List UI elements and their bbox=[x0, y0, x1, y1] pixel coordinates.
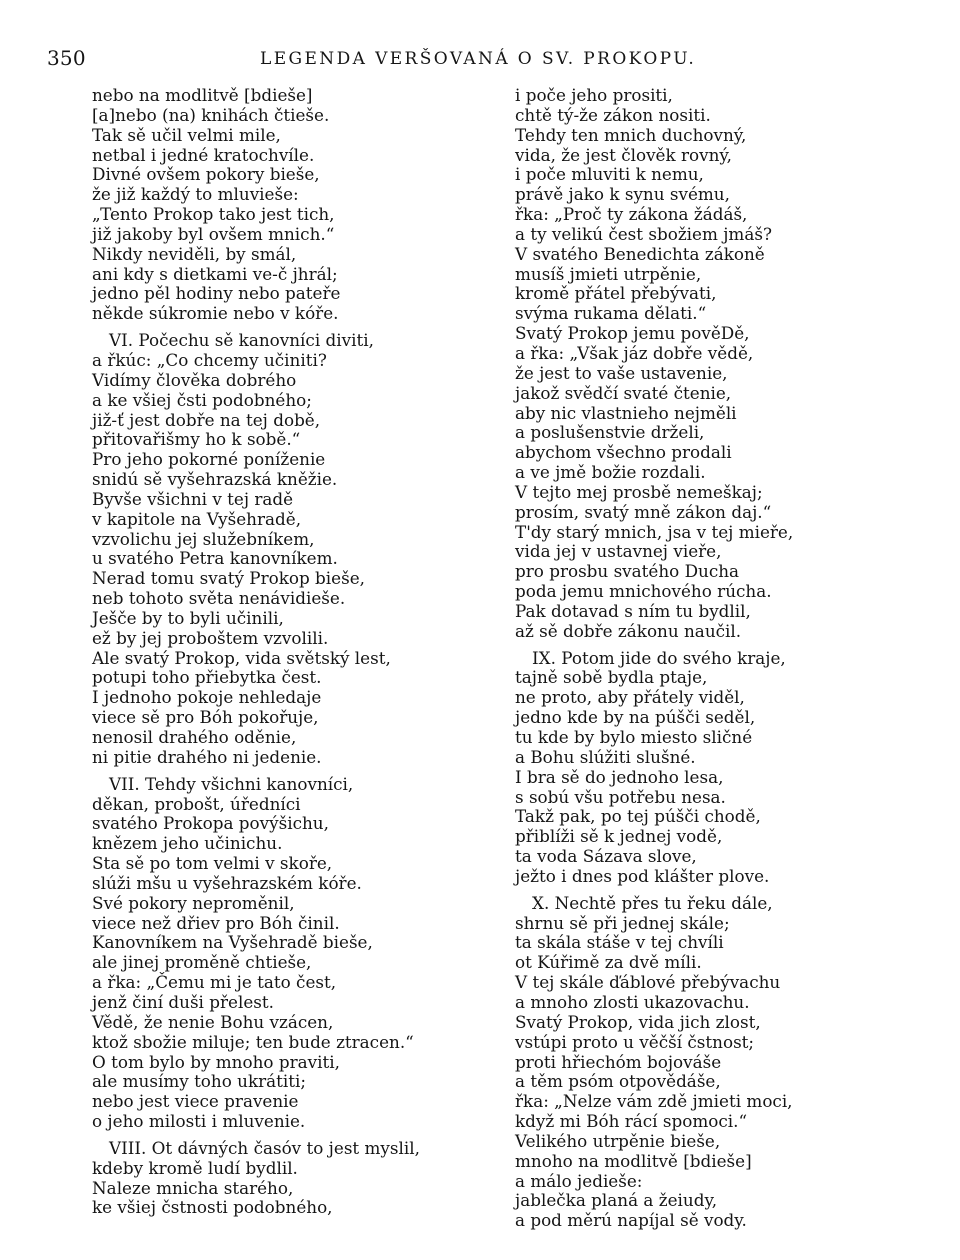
verse-line: Své pokory neproměnil, bbox=[92, 892, 295, 913]
verse-line: Svatý Prokop, vida jich zlost, bbox=[515, 1011, 761, 1032]
verse-line: V tejto mej prosbě nemeškaj; bbox=[515, 481, 763, 502]
verse-line: „Tento Prokop tako jest tich, bbox=[92, 204, 335, 225]
verse-line: a Bohu slúžiti slušné. bbox=[515, 746, 696, 767]
verse-line: Velikého utrpěnie bieše, bbox=[515, 1130, 721, 1151]
verse-line: ale musímy toho ukrátiti; bbox=[92, 1071, 307, 1092]
verse-line: ježto i dnes pod klášter plove. bbox=[515, 865, 770, 886]
verse-line: knězem jeho učinichu. bbox=[92, 833, 283, 854]
verse-line: vzvolichu jej služebníkem, bbox=[92, 528, 315, 549]
verse-line: Pro jeho pokorné poníženie bbox=[92, 449, 326, 470]
verse-line: vstúpi proto u věčší čstnost; bbox=[515, 1031, 755, 1052]
verse-line: Kanovníkem na Vyšehradě bieše, bbox=[92, 932, 373, 953]
verse-line: aby nic vlastnieho nejměli bbox=[515, 402, 737, 423]
verse-line: kdeby kromě ludí bydlil. bbox=[92, 1157, 298, 1178]
verse-line: že již každý to mluvieše: bbox=[92, 184, 299, 205]
verse-line: VIII. Ot dávných časóv to jest myslil, bbox=[109, 1137, 420, 1158]
verse-line: netbal i jedné kratochvíle. bbox=[92, 144, 315, 165]
verse-line: Byvše všichni v tej radě bbox=[92, 488, 294, 509]
verse-line: Ješče by to byli učinili, bbox=[92, 607, 284, 628]
verse-line: slúži mšu u vyšehrazském kóře. bbox=[92, 872, 362, 893]
verse-line: Ale svatý Prokop, vida světský lest, bbox=[92, 647, 391, 668]
verse-line: Vidímy člověka dobrého bbox=[92, 369, 297, 390]
left-column bbox=[92, 86, 437, 1218]
verse-line: Vědě, že nenie Bohu vzácen, bbox=[92, 1011, 334, 1032]
verse-line: v kapitole na Vyšehradě, bbox=[92, 508, 302, 529]
verse-line: již jakoby byl ovšem mnich.“ bbox=[92, 223, 335, 244]
verse-line: s sobú všu potřebu nesa. bbox=[515, 786, 726, 807]
verse-line: jedno kde by na púšči seděl, bbox=[515, 707, 756, 728]
verse-line: jedno pěl hodiny nebo pateře bbox=[92, 283, 341, 304]
verse-line: ani kdy s dietkami ve-č jhrál; bbox=[92, 263, 338, 284]
verse-line: mnoho na modlitvě [bdieše] bbox=[515, 1150, 752, 1171]
verse-line: nebo jest viece pravenie bbox=[92, 1091, 299, 1112]
verse-line: VII. Tehdy všichni kanovníci, bbox=[109, 773, 354, 794]
verse-line: Divné ovšem pokory bieše, bbox=[92, 164, 320, 185]
verse-line: V svatého Benedichta zákoně bbox=[515, 243, 765, 264]
verse-line: ta voda Sázava slove, bbox=[515, 846, 697, 867]
verse-line: a ke všiej čsti podobného; bbox=[92, 389, 312, 410]
verse-line: až sě dobře zákonu naučil. bbox=[515, 620, 742, 641]
verse-line: snidú sě vyšehrazská kněžie. bbox=[92, 469, 338, 490]
verse-line: ktož sbožie miluje; ten bude ztracen.“ bbox=[92, 1031, 414, 1052]
verse-line: děkan, probošt, úředníci bbox=[92, 793, 301, 814]
verse-line: V tej skále ďáblové přebývachu bbox=[515, 972, 781, 993]
verse-line: řka: „Proč ty zákona žádáš, bbox=[515, 204, 748, 225]
verse-line: X. Nechtě přes tu řeku dále, bbox=[532, 892, 773, 913]
right-column bbox=[515, 86, 870, 1231]
verse-line: o jeho milosti i mluvenie. bbox=[92, 1111, 306, 1132]
verse-line: někde súkromie nebo v kóře. bbox=[92, 303, 339, 324]
verse-line: shrnu sě při jednej skále; bbox=[515, 912, 730, 933]
verse-line: a poslušenstvie drželi, bbox=[515, 422, 705, 443]
verse-line: Naleze mnicha starého, bbox=[92, 1177, 294, 1198]
verse-line: tajně sobě bydla ptaje, bbox=[515, 667, 708, 688]
verse-line: Takž pak, po tej púšči chodě, bbox=[515, 806, 761, 827]
verse-line: abychom všechno prodali bbox=[515, 442, 732, 463]
verse-line: neb tohoto světa nenávidieše. bbox=[92, 588, 346, 609]
verse-line: ke všiej čstnosti podobného, bbox=[92, 1197, 333, 1218]
verse-line: již-ť jest dobře na tej době, bbox=[92, 409, 321, 430]
verse-line: [a]nebo (na) knihách čtieše. bbox=[92, 104, 330, 125]
verse-line: ot Kúřimě za dvě míli. bbox=[515, 952, 702, 973]
verse-line: jablečka planá a žeiudy, bbox=[515, 1190, 718, 1211]
verse-line: tu kde by bylo miesto sličné bbox=[515, 727, 753, 747]
verse-line: i poče jeho prositi, bbox=[515, 85, 673, 105]
verse-line: u svatého Petra kanovníkem. bbox=[92, 548, 338, 569]
verse-line: svýma rukama dělati.“ bbox=[515, 303, 707, 324]
running-head: LEGENDA VERŠOVANÁ O SV. PROKOPU. bbox=[260, 49, 697, 69]
verse-line: proti hřiechóm bojováše bbox=[515, 1051, 722, 1072]
verse-line: poda jemu mnichového rúcha. bbox=[515, 581, 772, 602]
verse-line: pro prosbu svatého Ducha bbox=[515, 561, 740, 582]
verse-line: i poče mluviti k nemu, bbox=[515, 164, 704, 185]
verse-line: a pod měrú napíjal sě vody. bbox=[515, 1210, 747, 1231]
verse-line: chtě tý-že zákon nositi. bbox=[515, 104, 711, 125]
verse-line: vida jej v ustavnej vieře, bbox=[515, 541, 722, 562]
verse-line: a ve jmě božie rozdali. bbox=[515, 462, 706, 483]
verse-line: viece sě pro Bóh pokořuje, bbox=[92, 707, 319, 728]
verse-line: a těm psóm otpovědáše, bbox=[515, 1071, 721, 1092]
verse-line: a mnoho zlosti ukazovachu. bbox=[515, 991, 750, 1012]
verse-line: když mi Bóh rácí spomoci.“ bbox=[515, 1111, 748, 1132]
verse-line: řka: „Nelze vám zdě jmieti moci, bbox=[515, 1091, 793, 1112]
verse-line: svatého Prokopa povýšichu, bbox=[92, 813, 329, 834]
verse-line: kromě přátel přebývati, bbox=[515, 283, 717, 304]
verse-line: O tom bylo by mnoho praviti, bbox=[92, 1051, 340, 1072]
verse-line: Sta sě po tom velmi v skoře, bbox=[92, 853, 333, 874]
page-number: 350 bbox=[47, 46, 86, 70]
verse-line: Nerad tomu svatý Prokop bieše, bbox=[92, 568, 365, 589]
verse-line: a málo jedieše: bbox=[515, 1170, 643, 1191]
verse-line: a řka: „Čemu mi je tato čest, bbox=[92, 972, 337, 993]
verse-line: že jest to vaše ustavenie, bbox=[515, 362, 728, 383]
verse-line: ež by jej proboštem vzvolili. bbox=[92, 627, 329, 648]
verse-line: viece než dřiev pro Bóh činil. bbox=[92, 912, 340, 933]
verse-line: Tehdy ten mnich duchovný, bbox=[515, 124, 747, 145]
verse-line: musíš jmieti utrpěnie, bbox=[515, 263, 702, 284]
verse-line: I jednoho pokoje nehledaje bbox=[92, 687, 322, 708]
verse-line: a řkúc: „Co chcemy učiniti? bbox=[92, 349, 327, 370]
verse-line: ni pitie drahého ni jedenie. bbox=[92, 746, 322, 767]
verse-line: ale jinej proměně chtieše, bbox=[92, 952, 312, 973]
verse-line: nenosil drahého oděnie, bbox=[92, 727, 297, 747]
verse-line: prosím, svatý mně zákon daj.“ bbox=[515, 501, 772, 522]
verse-line: přiblíži sě k jednej vodě, bbox=[515, 826, 723, 847]
verse-line: T'dy starý mnich, jsa v tej mieře, bbox=[515, 521, 794, 542]
verse-line: Pak dotavad s ním tu bydlil, bbox=[515, 600, 751, 621]
verse-line: jenž činí duši přelest. bbox=[92, 991, 274, 1012]
verse-line: potupi toho přiebytka čest. bbox=[92, 667, 322, 688]
verse-line: Svatý Prokop jemu pověDě, bbox=[515, 323, 750, 344]
verse-line: právě jako k synu svému, bbox=[515, 184, 730, 205]
verse-line: VI. Počechu sě kanovníci diviti, bbox=[109, 330, 374, 351]
verse-line: jakož svědčí svaté čtenie, bbox=[515, 382, 732, 403]
verse-line: a řka: „Však jáz dobře vědě, bbox=[515, 342, 754, 363]
verse-line: ta skála stáše v tej chvíli bbox=[515, 932, 724, 953]
verse-line: I bra sě do jednoho lesa, bbox=[515, 766, 724, 787]
verse-line: Tak sě učil velmi mile, bbox=[92, 124, 281, 145]
verse-line: nebo na modlitvě [bdieše] bbox=[92, 85, 313, 105]
verse-line: a ty velikú čest sbožiem jmáš? bbox=[515, 223, 772, 244]
verse-line: ne proto, aby přátely viděl, bbox=[515, 687, 745, 708]
verse-line: IX. Potom jide do svého kraje, bbox=[532, 647, 786, 668]
verse-line: vida, že jest člověk rovný, bbox=[515, 144, 732, 165]
verse-line: přitovařišmy ho k sobě.“ bbox=[92, 429, 301, 450]
verse-line: Nikdy neviděli, by smál, bbox=[92, 243, 297, 264]
